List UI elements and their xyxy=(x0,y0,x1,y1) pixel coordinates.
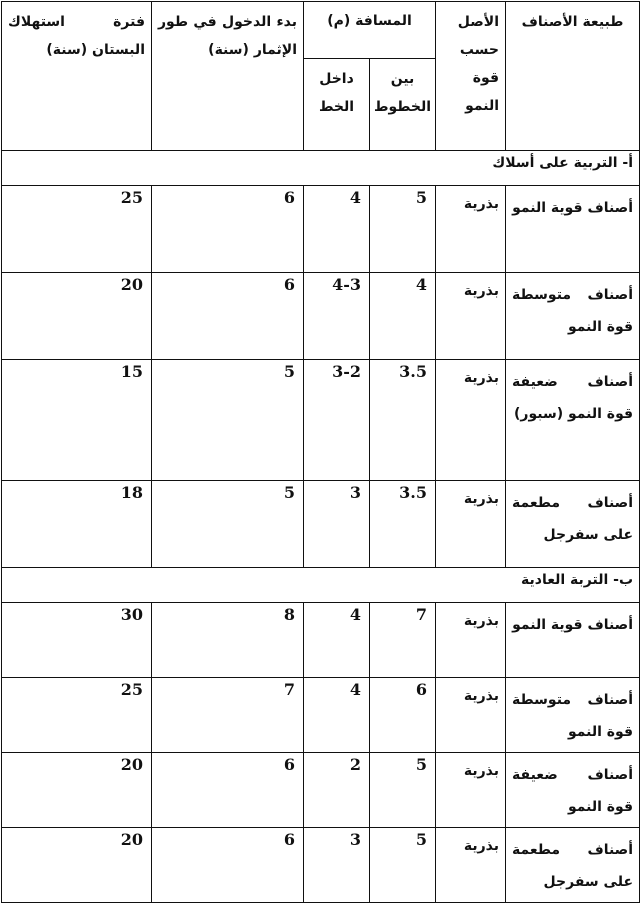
orchard-life: 20 xyxy=(2,273,152,360)
variety-type: أصناف قوية النمو xyxy=(506,186,640,273)
distance-between: 7 xyxy=(370,603,436,678)
distance-within: 3 xyxy=(304,828,370,903)
distance-between: 3.5 xyxy=(370,360,436,481)
fruiting-start: 6 xyxy=(152,273,304,360)
header-rootstock: الأصل حسب قوة النمو xyxy=(436,2,506,151)
fruiting-start: 5 xyxy=(152,360,304,481)
rootstock: بذرية xyxy=(436,481,506,568)
fruiting-start: 6 xyxy=(152,828,304,903)
fruiting-start: 6 xyxy=(152,753,304,828)
orchard-life: 25 xyxy=(2,678,152,753)
distance-within: 4-3 xyxy=(304,273,370,360)
orchard-life: 20 xyxy=(2,753,152,828)
fruiting-start: 6 xyxy=(152,186,304,273)
varieties-table xyxy=(1,1,640,903)
orchard-life: 18 xyxy=(2,481,152,568)
orchard-life: 15 xyxy=(2,360,152,481)
header-orchard-life: فترة استهلاك البستان (سنة) xyxy=(2,2,152,151)
variety-type: أصناف مطعمة على سفرجل xyxy=(506,481,640,568)
header-type: طبيعة الأصناف xyxy=(506,2,640,151)
header-row xyxy=(2,2,640,59)
table-row xyxy=(2,186,640,273)
rootstock: بذرية xyxy=(436,828,506,903)
fruiting-start: 5 xyxy=(152,481,304,568)
distance-between: 3.5 xyxy=(370,481,436,568)
table-row xyxy=(2,481,640,568)
table-row xyxy=(2,678,640,753)
table-row xyxy=(2,273,640,360)
header-between-rows: بين الخطوط xyxy=(370,59,436,151)
distance-between: 5 xyxy=(370,828,436,903)
distance-within: 4 xyxy=(304,678,370,753)
fruiting-start: 7 xyxy=(152,678,304,753)
variety-type: أصناف متوسطة قوة النمو xyxy=(506,273,640,360)
rootstock: بذرية xyxy=(436,678,506,753)
distance-between: 5 xyxy=(370,186,436,273)
distance-within: 4 xyxy=(304,186,370,273)
distance-between: 6 xyxy=(370,678,436,753)
variety-type: أصناف مطعمة على سفرجل xyxy=(506,828,640,903)
section-title: أ- التربية على أسلاك xyxy=(2,151,640,186)
header-within-row: داخل الخط xyxy=(304,59,370,151)
rootstock: بذرية xyxy=(436,360,506,481)
section-title-row xyxy=(2,151,640,186)
table-row xyxy=(2,360,640,481)
distance-between: 4 xyxy=(370,273,436,360)
section-title: ب- التربة العادية xyxy=(2,568,640,603)
distance-between: 5 xyxy=(370,753,436,828)
variety-type: أصناف ضعيفة قوة النمو (سبور) xyxy=(506,360,640,481)
header-fruiting-start: بدء الدخول في طور الإثمار (سنة) xyxy=(152,2,304,151)
table-row xyxy=(2,753,640,828)
orchard-life: 20 xyxy=(2,828,152,903)
fruiting-start: 8 xyxy=(152,603,304,678)
variety-type: أصناف قوية النمو xyxy=(506,603,640,678)
distance-within: 3 xyxy=(304,481,370,568)
table-row xyxy=(2,603,640,678)
table-row xyxy=(2,828,640,903)
distance-within: 3-2 xyxy=(304,360,370,481)
orchard-life: 30 xyxy=(2,603,152,678)
rootstock: بذرية xyxy=(436,753,506,828)
rootstock: بذرية xyxy=(436,273,506,360)
variety-type: أصناف ضعيفة قوة النمو xyxy=(506,753,640,828)
rootstock: بذرية xyxy=(436,603,506,678)
header-distance: المسافة (م) xyxy=(304,2,436,59)
variety-type: أصناف متوسطة قوة النمو xyxy=(506,678,640,753)
distance-within: 2 xyxy=(304,753,370,828)
orchard-life: 25 xyxy=(2,186,152,273)
distance-within: 4 xyxy=(304,603,370,678)
section-title-row xyxy=(2,568,640,603)
rootstock: بذرية xyxy=(436,186,506,273)
